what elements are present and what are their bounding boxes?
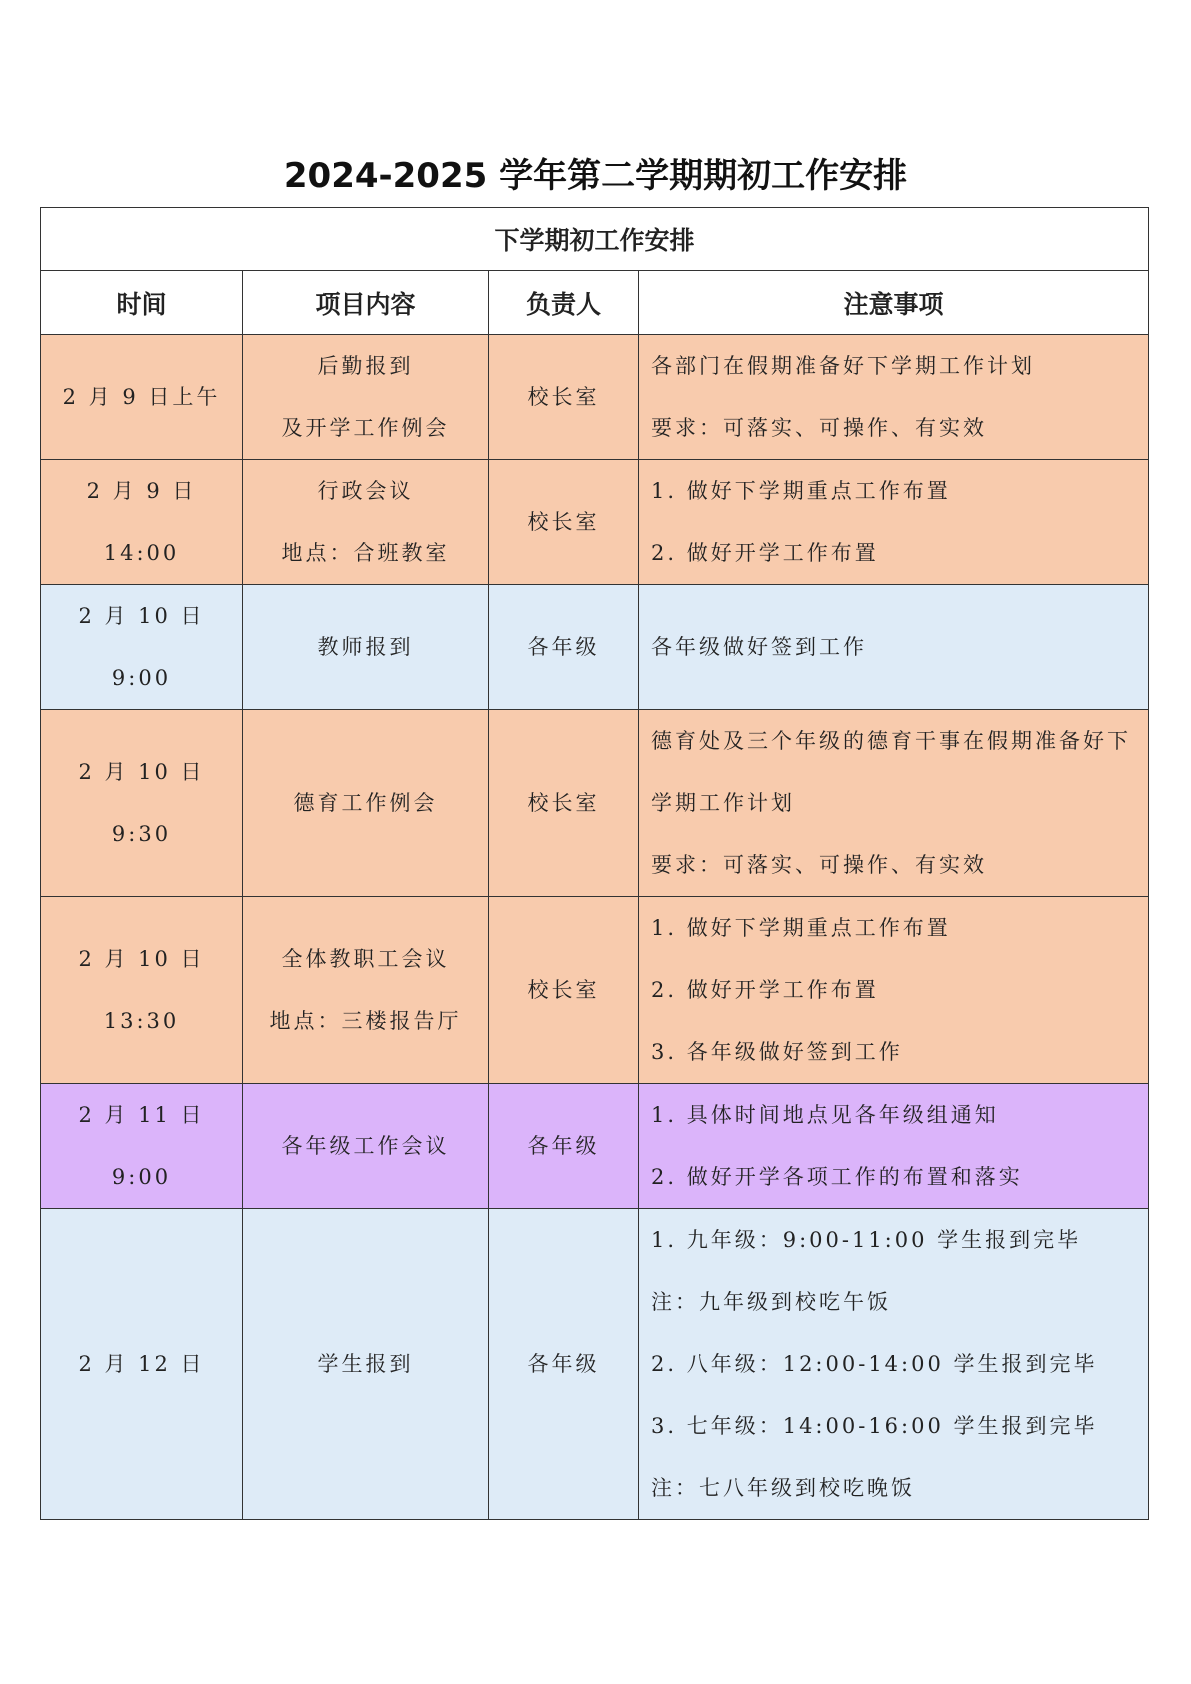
table-row bbox=[41, 460, 1149, 585]
time-cell bbox=[41, 335, 243, 460]
notes-cell bbox=[639, 1084, 1149, 1209]
time-cell-line: 2 月 11 日 bbox=[78, 1103, 205, 1127]
owner-cell-line: 校长室 bbox=[527, 978, 600, 1002]
time-cell bbox=[41, 585, 243, 710]
notes-cell bbox=[639, 897, 1149, 1084]
notes-cell-line: 注：七八年级到校吃晚饭 bbox=[651, 1476, 915, 1500]
notes-cell bbox=[639, 1209, 1149, 1520]
time-cell-line: 2 月 12 日 bbox=[78, 1352, 205, 1376]
owner-cell bbox=[489, 460, 639, 585]
owner-cell-line: 校长室 bbox=[527, 510, 600, 534]
owner-cell bbox=[489, 897, 639, 1084]
table-row bbox=[41, 335, 1149, 460]
notes-cell bbox=[639, 335, 1149, 460]
content-cell-line: 教师报到 bbox=[317, 635, 414, 659]
content-cell bbox=[243, 1084, 489, 1209]
time-cell-line: 2 月 9 日上午 bbox=[62, 385, 221, 409]
notes-cell bbox=[639, 585, 1149, 710]
time-cell bbox=[41, 1209, 243, 1520]
notes-cell-line: 3. 各年级做好签到工作 bbox=[651, 1040, 903, 1064]
table-caption: 下学期初工作安排 bbox=[41, 208, 1149, 271]
time-cell bbox=[41, 1084, 243, 1209]
content-cell bbox=[243, 460, 489, 585]
table-row bbox=[41, 585, 1149, 710]
table-row bbox=[41, 1084, 1149, 1209]
owner-cell bbox=[489, 335, 639, 460]
content-cell-line: 德育工作例会 bbox=[293, 791, 438, 815]
header-content: 项目内容 bbox=[243, 271, 489, 335]
caption-row bbox=[41, 208, 1149, 271]
content-cell-line: 地点：三楼报告厅 bbox=[269, 1009, 462, 1033]
time-cell bbox=[41, 710, 243, 897]
notes-cell-line: 2. 做好开学工作布置 bbox=[651, 978, 879, 1002]
content-cell bbox=[243, 897, 489, 1084]
document-title: 2024-2025 学年第二学期期初工作安排 bbox=[283, 156, 908, 196]
content-cell bbox=[243, 585, 489, 710]
content-cell-line: 各年级工作会议 bbox=[281, 1134, 450, 1158]
content-cell-line: 后勤报到 bbox=[317, 354, 414, 378]
owner-cell bbox=[489, 585, 639, 710]
notes-cell-line: 2. 八年级：12:00-14:00 学生报到完毕 bbox=[651, 1352, 1098, 1376]
owner-cell-line: 校长室 bbox=[527, 385, 600, 409]
content-cell bbox=[243, 710, 489, 897]
notes-cell-line: 3. 七年级：14:00-16:00 学生报到完毕 bbox=[651, 1414, 1098, 1438]
content-cell-line: 及开学工作例会 bbox=[281, 416, 450, 440]
header-time: 时间 bbox=[41, 271, 243, 335]
content-cell-line: 全体教职工会议 bbox=[281, 947, 450, 971]
time-cell-line: 2 月 9 日 bbox=[86, 479, 197, 503]
time-cell-line: 9:00 bbox=[111, 1165, 172, 1189]
table-row bbox=[41, 710, 1149, 897]
notes-cell bbox=[639, 460, 1149, 585]
notes-cell-line: 要求：可落实、可操作、有实效 bbox=[651, 853, 987, 877]
notes-cell-line: 2. 做好开学工作布置 bbox=[651, 541, 879, 565]
owner-cell-line: 各年级 bbox=[527, 1134, 600, 1158]
header-row bbox=[41, 271, 1149, 335]
notes-cell-line: 1. 做好下学期重点工作布置 bbox=[651, 479, 951, 503]
time-cell bbox=[41, 897, 243, 1084]
header-notes: 注意事项 bbox=[639, 271, 1149, 335]
time-cell bbox=[41, 460, 243, 585]
time-cell-line: 2 月 10 日 bbox=[78, 760, 205, 784]
notes-cell-line: 注：九年级到校吃午饭 bbox=[651, 1290, 891, 1314]
time-cell-line: 2 月 10 日 bbox=[78, 947, 205, 971]
time-cell-line: 14:00 bbox=[103, 541, 180, 565]
content-cell bbox=[243, 335, 489, 460]
time-cell-line: 9:00 bbox=[111, 666, 172, 690]
notes-cell-line: 1. 具体时间地点见各年级组通知 bbox=[651, 1103, 999, 1127]
time-cell-line: 9:30 bbox=[111, 822, 172, 846]
content-cell-line: 行政会议 bbox=[317, 479, 414, 503]
schedule-table bbox=[40, 207, 1149, 1520]
notes-cell bbox=[639, 710, 1149, 897]
table-row bbox=[41, 897, 1149, 1084]
notes-cell-line: 学期工作计划 bbox=[651, 791, 795, 815]
content-cell-line: 地点：合班教室 bbox=[281, 541, 450, 565]
owner-cell-line: 各年级 bbox=[527, 635, 600, 659]
notes-cell-line: 德育处及三个年级的德育干事在假期准备好下 bbox=[651, 729, 1131, 753]
notes-cell-line: 2. 做好开学各项工作的布置和落实 bbox=[651, 1165, 1023, 1189]
table-row bbox=[41, 1209, 1149, 1520]
header-owner: 负责人 bbox=[489, 271, 639, 335]
notes-cell-line: 要求：可落实、可操作、有实效 bbox=[651, 416, 987, 440]
owner-cell-line: 各年级 bbox=[527, 1352, 600, 1376]
notes-cell-line: 各年级做好签到工作 bbox=[651, 635, 867, 659]
notes-cell-line: 各部门在假期准备好下学期工作计划 bbox=[651, 354, 1035, 378]
owner-cell-line: 校长室 bbox=[527, 791, 600, 815]
content-cell-line: 学生报到 bbox=[317, 1352, 414, 1376]
content-cell bbox=[243, 1209, 489, 1520]
owner-cell bbox=[489, 1209, 639, 1520]
notes-cell-line: 1. 九年级：9:00-11:00 学生报到完毕 bbox=[651, 1228, 1082, 1252]
owner-cell bbox=[489, 1084, 639, 1209]
time-cell-line: 2 月 10 日 bbox=[78, 604, 205, 628]
owner-cell bbox=[489, 710, 639, 897]
notes-cell-line: 1. 做好下学期重点工作布置 bbox=[651, 916, 951, 940]
time-cell-line: 13:30 bbox=[103, 1009, 180, 1033]
